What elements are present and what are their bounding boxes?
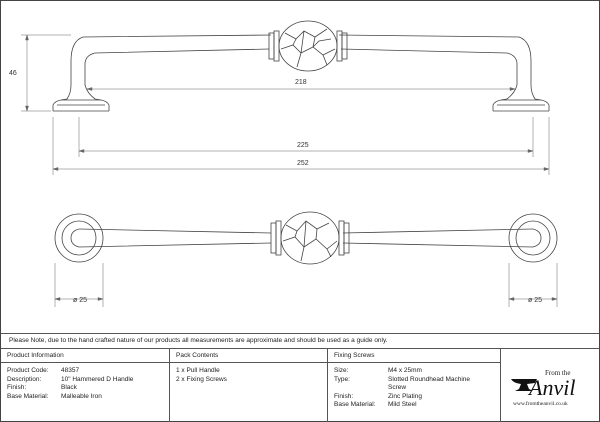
dim-inner-width-label: 218 bbox=[295, 79, 307, 86]
fixing-screws-panel bbox=[328, 348, 501, 422]
product-info-row: Description: 10" Hammered D Handle bbox=[7, 375, 134, 383]
product-info-row: Finish: Black bbox=[7, 384, 77, 392]
logo-url-text: www.fromtheanvil.co.uk bbox=[513, 401, 568, 407]
pack-item: 2 x Fixing Screws bbox=[176, 375, 227, 383]
screw-row: Screw bbox=[388, 384, 407, 392]
pack-contents-heading: Pack Contents bbox=[170, 349, 327, 363]
pack-contents-panel bbox=[170, 348, 328, 422]
dim-rose-left-label: ø 25 bbox=[73, 297, 88, 304]
logo-name-text: Anvil bbox=[529, 375, 576, 400]
product-info-row: Product Code: 48357 bbox=[7, 367, 80, 374]
handle-drawing bbox=[1, 1, 599, 333]
pack-item: 1 x Pull Handle bbox=[176, 367, 220, 374]
from-the-anvil-logo bbox=[501, 348, 599, 422]
product-information-panel bbox=[1, 348, 170, 422]
disclaimer-note: Please Note, due to the hand crafted nature of our products all measurements are approximate and should be used as a guide only. bbox=[1, 333, 599, 348]
dim-height-label: 46 bbox=[9, 70, 17, 77]
screw-row: Finish: Zinc Plating bbox=[334, 392, 422, 400]
plan-view-handle bbox=[55, 212, 557, 264]
logo-top-text: From the bbox=[545, 369, 571, 377]
dim-rose-right-label: ø 25 bbox=[528, 297, 543, 304]
side-view-handle bbox=[53, 21, 549, 111]
dim-centres-label: 225 bbox=[297, 142, 309, 149]
product-info-row: Base Material: Malleable Iron bbox=[7, 392, 102, 400]
screw-row: Size: M4 x 25mm bbox=[334, 367, 422, 374]
product-information-heading: Product Information bbox=[1, 349, 169, 363]
screw-row: Base Material: Mild Steel bbox=[334, 401, 417, 409]
fixing-screws-heading: Fixing Screws bbox=[328, 349, 500, 363]
screw-row: Type: Slotted Roundhead Machine bbox=[334, 375, 471, 383]
dim-overall-label: 252 bbox=[297, 160, 309, 167]
